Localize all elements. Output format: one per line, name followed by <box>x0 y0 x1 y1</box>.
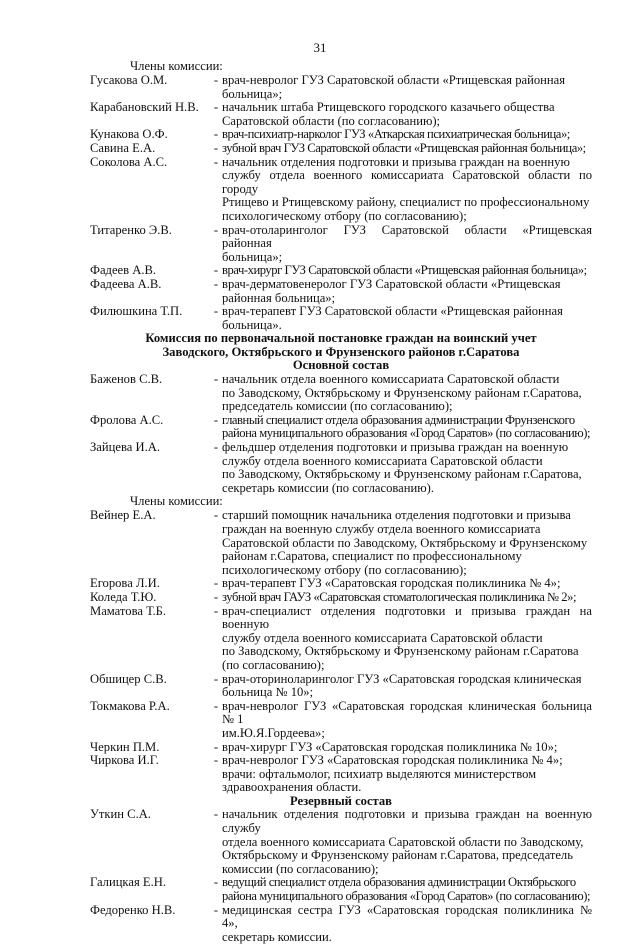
dash-separator: - <box>213 603 219 618</box>
member-row <box>90 373 592 414</box>
member-name: Карабановский Н.В. <box>90 100 199 115</box>
member-name: Коледа Т.Ю. <box>90 589 157 604</box>
member-name: Токмакова Р.А. <box>90 698 170 713</box>
member-position <box>222 605 592 673</box>
position-line: по Заводскому, Октябрьскому и Фрунзенскому районам г.Саратова <box>222 644 579 659</box>
member-name: Баженов С.В. <box>90 372 163 387</box>
member-name: Фролова А.С. <box>90 412 164 427</box>
position-line: больница»; <box>222 86 283 101</box>
member-name: Федоренко Н.В. <box>90 902 176 917</box>
member-position <box>222 577 592 591</box>
dash-separator: - <box>213 753 219 768</box>
position-line: Октябрьскому и Фрунзенскому районам г.Саратова, председатель <box>222 848 573 863</box>
position-line: врач-отоларинголог ГУЗ Саратовской области «Ртищевская районная <box>222 222 592 251</box>
member-position <box>222 509 592 577</box>
position-line: больница». <box>222 317 282 332</box>
position-line: начальник отделения подготовки и призыва граждан на военную <box>222 154 570 169</box>
member-row <box>90 441 592 495</box>
position-line: по Заводскому, Октябрьскому и Фрунзенскому районам г.Саратова, <box>222 385 582 400</box>
member-position <box>222 741 592 755</box>
dash-separator: - <box>213 440 219 455</box>
commission-title-line-2: Заводского, Октябрьского и Фрунзенского районов г.Саратова <box>162 344 520 359</box>
dash-separator: - <box>213 140 219 155</box>
member-name: Филюшкина Т.П. <box>90 304 183 319</box>
commission-member-list <box>90 509 592 767</box>
position-line: службу отдела военного комиссариата Саратовской области <box>222 453 543 468</box>
dash-separator: - <box>213 589 219 604</box>
member-name: Егорова Л.И. <box>90 576 160 591</box>
main-composition-heading: Основной состав <box>292 358 390 373</box>
position-line: им.Ю.Я.Гордеева»; <box>222 725 325 740</box>
position-line: фельдшер отделения подготовки и призыва граждан на военную <box>222 440 569 455</box>
member-name: Чиркова И.Г. <box>90 753 159 768</box>
position-line: (по согласованию); <box>222 657 325 672</box>
position-line: службу отдела военного комиссариата Саратовской области по городу <box>222 168 592 196</box>
commission-title-line-1: Комиссия по первоначальной постановке граждан на воинский учет <box>145 331 537 346</box>
position-line: старший помощник начальника отделения подготовки и призыва <box>222 508 571 523</box>
member-row <box>90 156 592 224</box>
member-position <box>222 441 592 495</box>
dash-separator: - <box>213 698 219 713</box>
member-row <box>90 509 592 577</box>
member-name: Фадеева А.В. <box>90 276 162 291</box>
reserve-member-list <box>90 808 592 944</box>
member-name: Фадеев А.В. <box>90 263 157 278</box>
member-row <box>90 876 592 903</box>
dash-separator: - <box>213 576 219 591</box>
member-position <box>222 808 592 876</box>
member-name: Соколова А.С. <box>90 154 168 169</box>
member-row <box>90 142 592 156</box>
position-line: психологическому отбору (по согласованию); <box>222 208 467 223</box>
position-line: граждан на военную службу отдела военного комиссариата <box>222 522 541 536</box>
position-line: района муниципального образования «Город Саратов» (по согласованию); <box>222 426 591 441</box>
member-position <box>222 128 592 142</box>
member-row <box>90 605 592 673</box>
position-line: врач-терапевт ГУЗ «Саратовская городская поликлиника № 4»; <box>222 576 561 591</box>
position-line: комиссии (по согласованию); <box>222 861 379 876</box>
member-row <box>90 741 592 755</box>
position-line: по Заводскому, Октябрьскому и Фрунзенскому районам г.Саратова, <box>222 467 582 482</box>
position-line: зубной врач ГАУЗ «Саратовская стоматологическая поликлиника № 2»; <box>222 589 577 604</box>
position-line: психологическому отбору (по согласованию); <box>222 562 467 577</box>
position-line: медицинская сестра ГУЗ «Саратовская городская поликлиника № 4», <box>222 902 592 931</box>
member-position <box>222 904 592 944</box>
member-row <box>90 305 592 332</box>
members-label: Члены комиссии: <box>130 59 223 73</box>
position-line: секретарь комиссии (по согласованию). <box>222 480 434 495</box>
dash-separator: - <box>213 263 219 278</box>
member-row <box>90 673 592 700</box>
member-name: Маматова Т.Б. <box>90 603 167 618</box>
member-row <box>90 264 592 278</box>
dash-separator: - <box>213 902 219 917</box>
position-line: Ртищево и Ртищевскому району, специалист по профессиональному <box>222 195 590 210</box>
position-line: Саратовской области (по согласованию); <box>222 113 441 128</box>
member-list <box>90 74 592 332</box>
member-row <box>90 414 592 441</box>
dash-separator: - <box>213 807 219 822</box>
dash-separator: - <box>213 508 219 523</box>
position-line: районам г.Саратова, специалист по профессиональному <box>222 549 522 564</box>
main-member-list <box>90 373 592 495</box>
note-line: здравоохранения области. <box>222 780 362 795</box>
member-position <box>222 101 592 128</box>
position-line: врач-невролог ГУЗ «Саратовская городская клиническая больница № 1 <box>222 698 592 727</box>
member-row <box>90 74 592 101</box>
position-line: районная больница»; <box>222 290 336 305</box>
dash-separator: - <box>213 154 219 169</box>
position-line: больница»; <box>222 249 283 264</box>
position-line: отдела военного комиссариата Саратовской области по Заводскому, <box>222 834 584 849</box>
member-row <box>90 577 592 591</box>
member-position <box>222 156 592 224</box>
member-name: Галицкая Е.Н. <box>90 875 166 890</box>
member-row <box>90 224 592 265</box>
member-name: Титаренко Э.В. <box>90 222 172 237</box>
member-row <box>90 101 592 128</box>
member-row <box>90 128 592 142</box>
dash-separator: - <box>213 671 219 686</box>
dash-separator: - <box>213 100 219 115</box>
position-line: ведущий специалист отдела образования администрации Октябрьского <box>222 875 576 890</box>
member-name: Обшицер С.В. <box>90 671 167 686</box>
member-position <box>222 264 592 278</box>
member-name: Черкин П.М. <box>90 739 160 754</box>
member-position <box>222 74 592 101</box>
position-line: врач-оториноларинголог ГУЗ «Саратовская городская клиническая <box>222 671 582 686</box>
dash-separator: - <box>213 304 219 319</box>
member-name: Савина Е.А. <box>90 140 156 155</box>
position-line: начальник отдела военного комиссариата Саратовской области <box>222 372 560 387</box>
member-position <box>222 278 592 305</box>
position-line: врач-невролог ГУЗ «Саратовская городская поликлиника № 4»; <box>222 753 563 768</box>
position-line: больница № 10»; <box>222 685 314 700</box>
commission-members-label: Члены комиссии: <box>130 494 223 509</box>
member-row <box>90 808 592 876</box>
member-position <box>222 876 592 903</box>
member-position <box>222 414 592 441</box>
position-line: председатель комиссии (по согласованию); <box>222 399 453 414</box>
position-line: района муниципального образования «Город Саратов» (по согласованию); <box>222 889 591 904</box>
position-line: секретарь комиссии. <box>222 929 332 944</box>
position-line: врач-хирург ГУЗ Саратовской области «Ртищевская районная больница»; <box>222 263 587 278</box>
member-name: Зайцева И.А. <box>90 440 160 455</box>
member-position <box>222 373 592 414</box>
position-line: службу отдела военного комиссариата Саратовской области <box>222 630 543 645</box>
member-row <box>90 754 592 768</box>
position-line: врач-невролог ГУЗ Саратовской области «Ртищевская районная <box>222 73 566 87</box>
dash-separator: - <box>213 739 219 754</box>
dash-separator: - <box>213 276 219 291</box>
position-line: зубной врач ГУЗ Саратовской области «Ртищевская районная больница»; <box>222 140 586 155</box>
member-row <box>90 700 592 741</box>
position-line: главный специалист отдела образования администрации Фрунзенского <box>222 412 575 427</box>
dash-separator: - <box>213 222 219 237</box>
member-position <box>222 224 592 265</box>
dash-separator: - <box>213 372 219 387</box>
member-position <box>222 591 592 605</box>
member-position <box>222 142 592 156</box>
member-row <box>90 278 592 305</box>
member-name: Уткин С.А. <box>90 807 151 822</box>
dash-separator: - <box>213 875 219 890</box>
member-name: Вейнер Е.А. <box>90 508 156 523</box>
dash-separator: - <box>213 127 219 142</box>
position-line: врач-психиатр-нарколог ГУЗ «Аткарская психиатрическая больница»; <box>222 127 570 142</box>
position-line: врач-специалист отделения подготовки и призыва граждан на военную <box>222 603 592 632</box>
member-position <box>222 673 592 700</box>
member-row <box>90 904 592 944</box>
member-name: Гусакова О.М. <box>90 73 168 87</box>
page-number: 31 <box>313 40 327 55</box>
dash-separator: - <box>213 73 219 87</box>
member-position <box>222 305 592 332</box>
member-row <box>90 591 592 605</box>
doctors-note <box>90 768 592 795</box>
document-body <box>90 60 592 944</box>
position-line: начальник отделения подготовки и призыва граждан на военную службу <box>222 807 592 836</box>
position-line: врач-терапевт ГУЗ Саратовской области «Ртищевская районная <box>222 304 563 319</box>
position-line: врач-дерматовенеролог ГУЗ Саратовской области «Ртищевская <box>222 276 561 291</box>
dash-separator: - <box>213 412 219 427</box>
member-position <box>222 754 592 768</box>
note-line: врачи: офтальмолог, психиатр выделяются министерством <box>222 766 537 781</box>
reserve-composition-heading: Резервный состав <box>290 793 392 808</box>
member-name: Кунакова О.Ф. <box>90 127 168 142</box>
member-position <box>222 700 592 741</box>
position-line: Саратовской области по Заводскому, Октябрьскому и Фрунзенскому <box>222 535 588 550</box>
position-line: начальник штаба Ртищевского городского казачьего общества <box>222 100 555 115</box>
position-line: врач-хирург ГУЗ «Саратовская городская поликлиника № 10»; <box>222 739 558 754</box>
